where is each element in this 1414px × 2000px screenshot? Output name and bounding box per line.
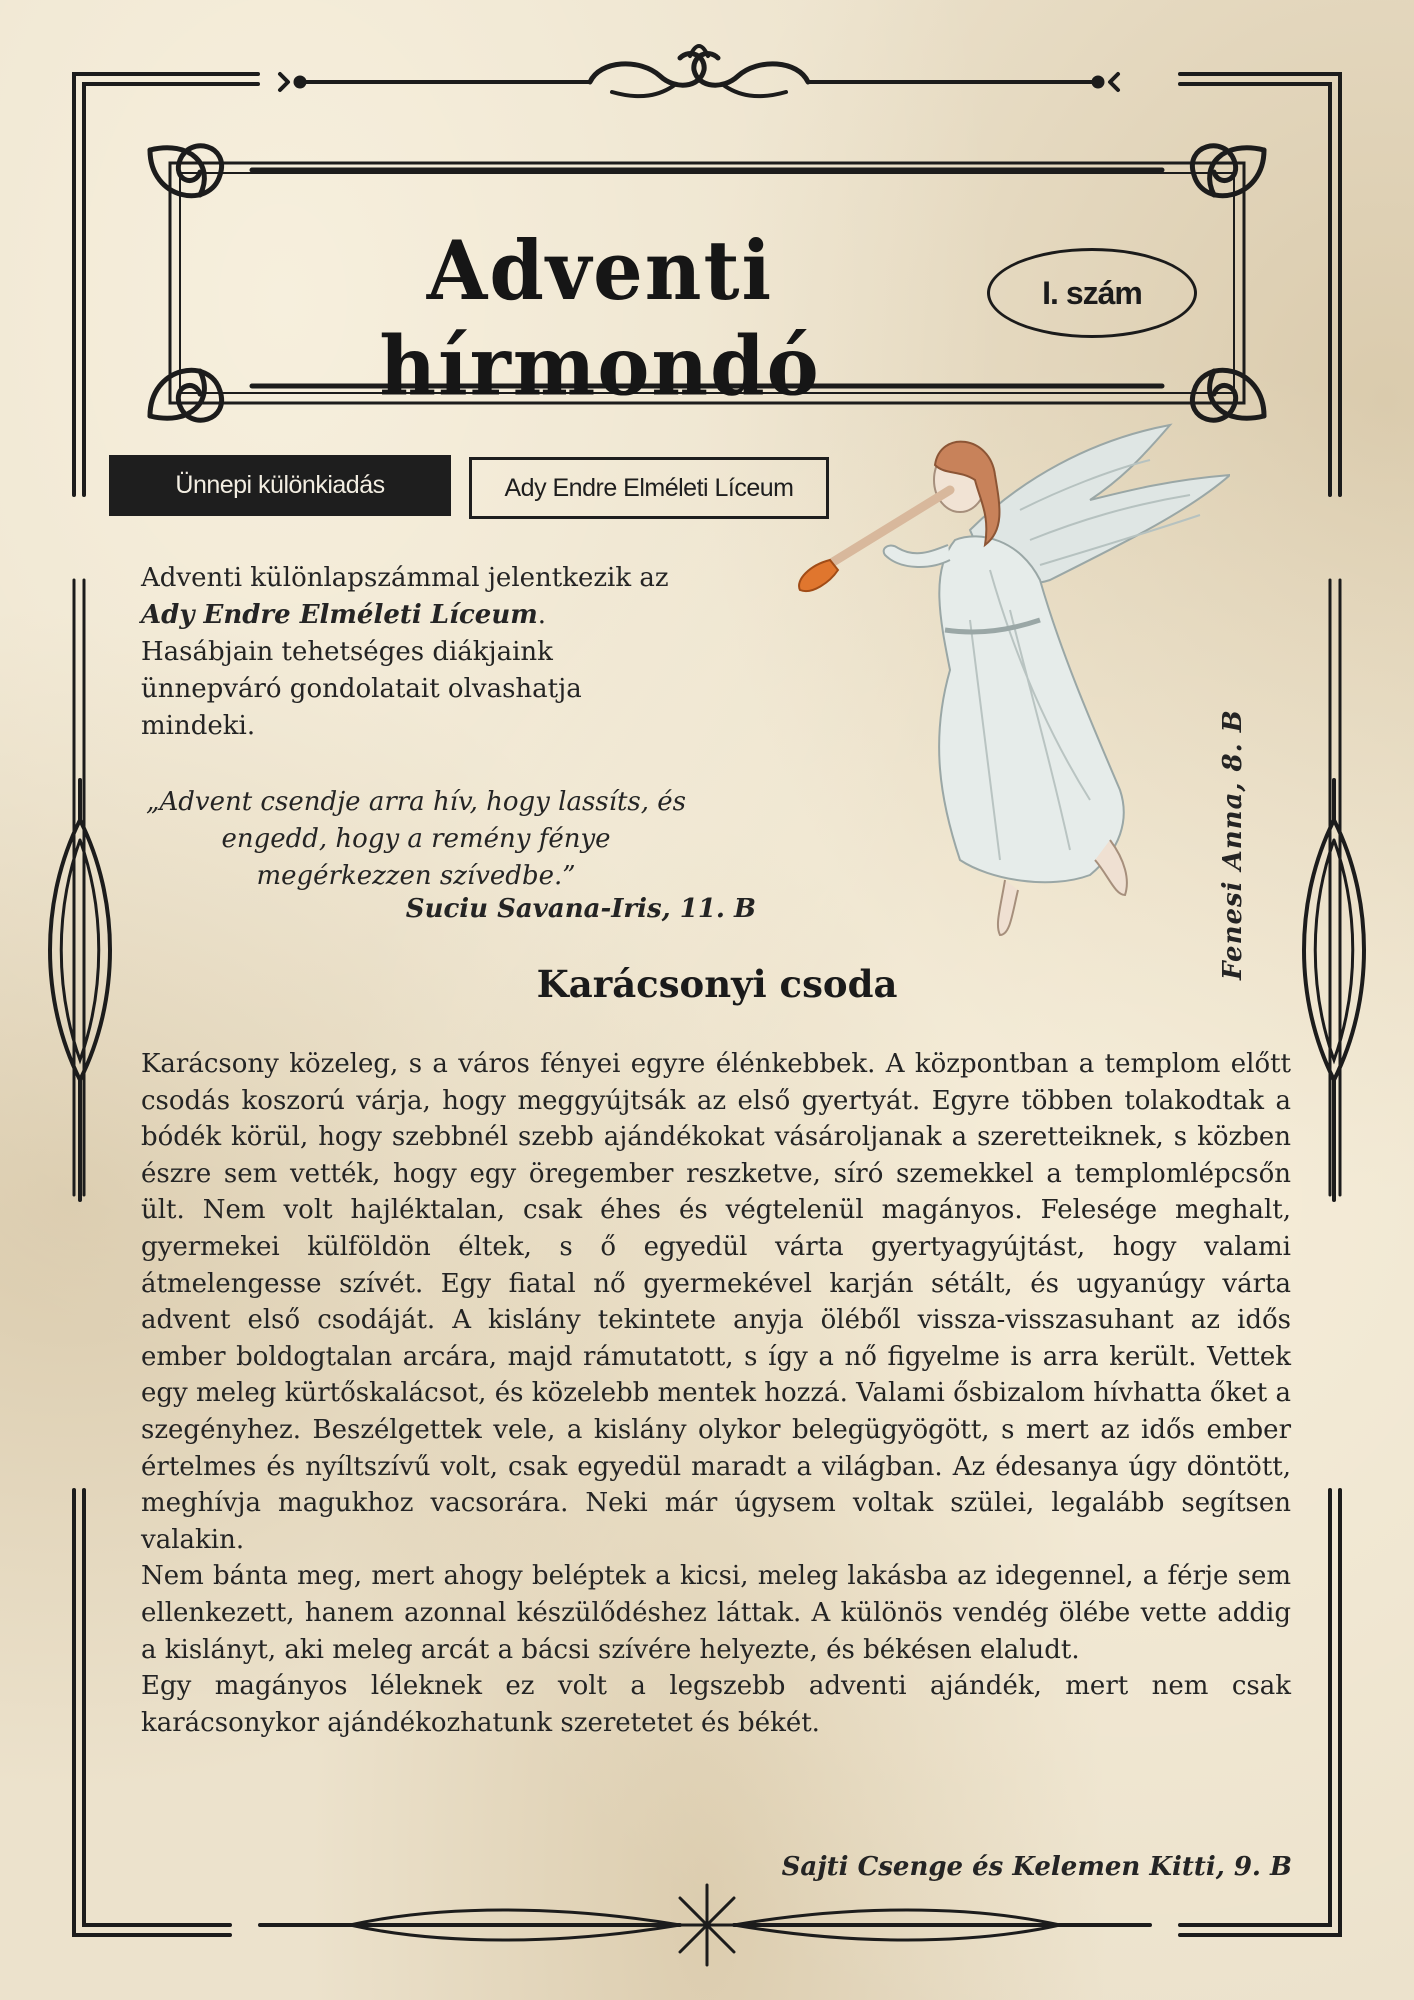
article-author: Sajti Csenge és Kelemen Kitti, 9. B [781,1852,1292,1882]
issue-number-badge: I. szám [987,248,1197,338]
illustration-credit: Fenesi Anna, 8. B [1218,709,1248,980]
newspaper-title: Adventi hírmondó [379,223,821,415]
quote-text: „Advent csendje arra hív, hogy lassíts, és engedd, hogy a remény fénye megérkezzen szívedbe.” [146,787,686,891]
article-paragraph: Nem bánta meg, mert ahogy beléptek a kicsi, meleg lakásba az idegennel, a férje sem ellenkezett, hanem azonnal készülődéshez láttak. A különös vendég ölébe vette addig a kislányt, aki meleg arcát a bácsi szívére helyezte, és békésen elaludt. [141,1561,1291,1665]
school-label: Ady Endre Elméleti Líceum [469,457,829,519]
article-title: Karácsonyi csoda [536,962,898,1006]
article-paragraph: Egy magányos léleknek ez volt a legszebb adventi ajándék, mert nem csak karácsonykor ajándékozhatunk szeretetet és békét. [141,1671,1291,1738]
intro-text-after: Hasábjain tehetséges diákjaink ünnepváró gondolatait olvashatja mindeki. [141,637,582,741]
intro-text-before: Adventi különlapszámmal jelentkezik az [141,563,669,593]
quote-author: Suciu Savana-Iris, 11. B [405,894,756,924]
angel-illustration [790,420,1230,950]
edition-label: Ünnepi különkiadás [109,455,451,516]
article-body [141,1046,1291,1741]
article-paragraph: Karácsony közeleg, s a város fényei egyre élénkebbek. A központban a templom előtt csodás koszorú várja, hogy meggyújtsák az első gyertyát. Egyre többen tolakodtak a bódék körül, hogy szebbnél szebb ajándékokat vásároljanak a szeretteiknek, s közben észre sem vették, hogy egy öregember reszketve, síró szemekkel a templomlépcsőn ült. Nem volt hajléktalan, csak éhes és végtelenül magányos. Felesége meghalt, gyermekei külföldön éltek, s ő egyedül várta gyertyagyújtást, hogy valami átmelengesse szívét. Egy fiatal nő gyermekével karján sétált, és ugyanúgy várta advent első csodáját. A kislány tekintete anyja öléből vissza-visszasuhant az idős ember boldogtalan arcára, majd rámutatott, s így a nő figyelme is arra került. Vettek egy meleg kürtőskalácsot, és közelebb mentek hozzá. Valami ősbizalom hívhatta őket a szegényhez. Beszélgettek vele, a kislány olykor belegügyögött, s mert az idős ember értelmes és nyíltszívű volt, csak egyedül maradt a világban. Az édesanya úgy döntött, meghívja magukhoz vacsorára. Neki már úgysem voltak szülei, legalább segítsen valakin. [141,1049,1291,1555]
intro-paragraph: Adventi különlapszámmal jelentkezik az Ady Endre Elméleti Líceum. Hasábjain tehetséges diákjaink ünnepváró gondolatait olvashatja mindeki. [141,560,741,745]
intro-school-name: Ady Endre Elméleti Líceum [141,600,538,630]
